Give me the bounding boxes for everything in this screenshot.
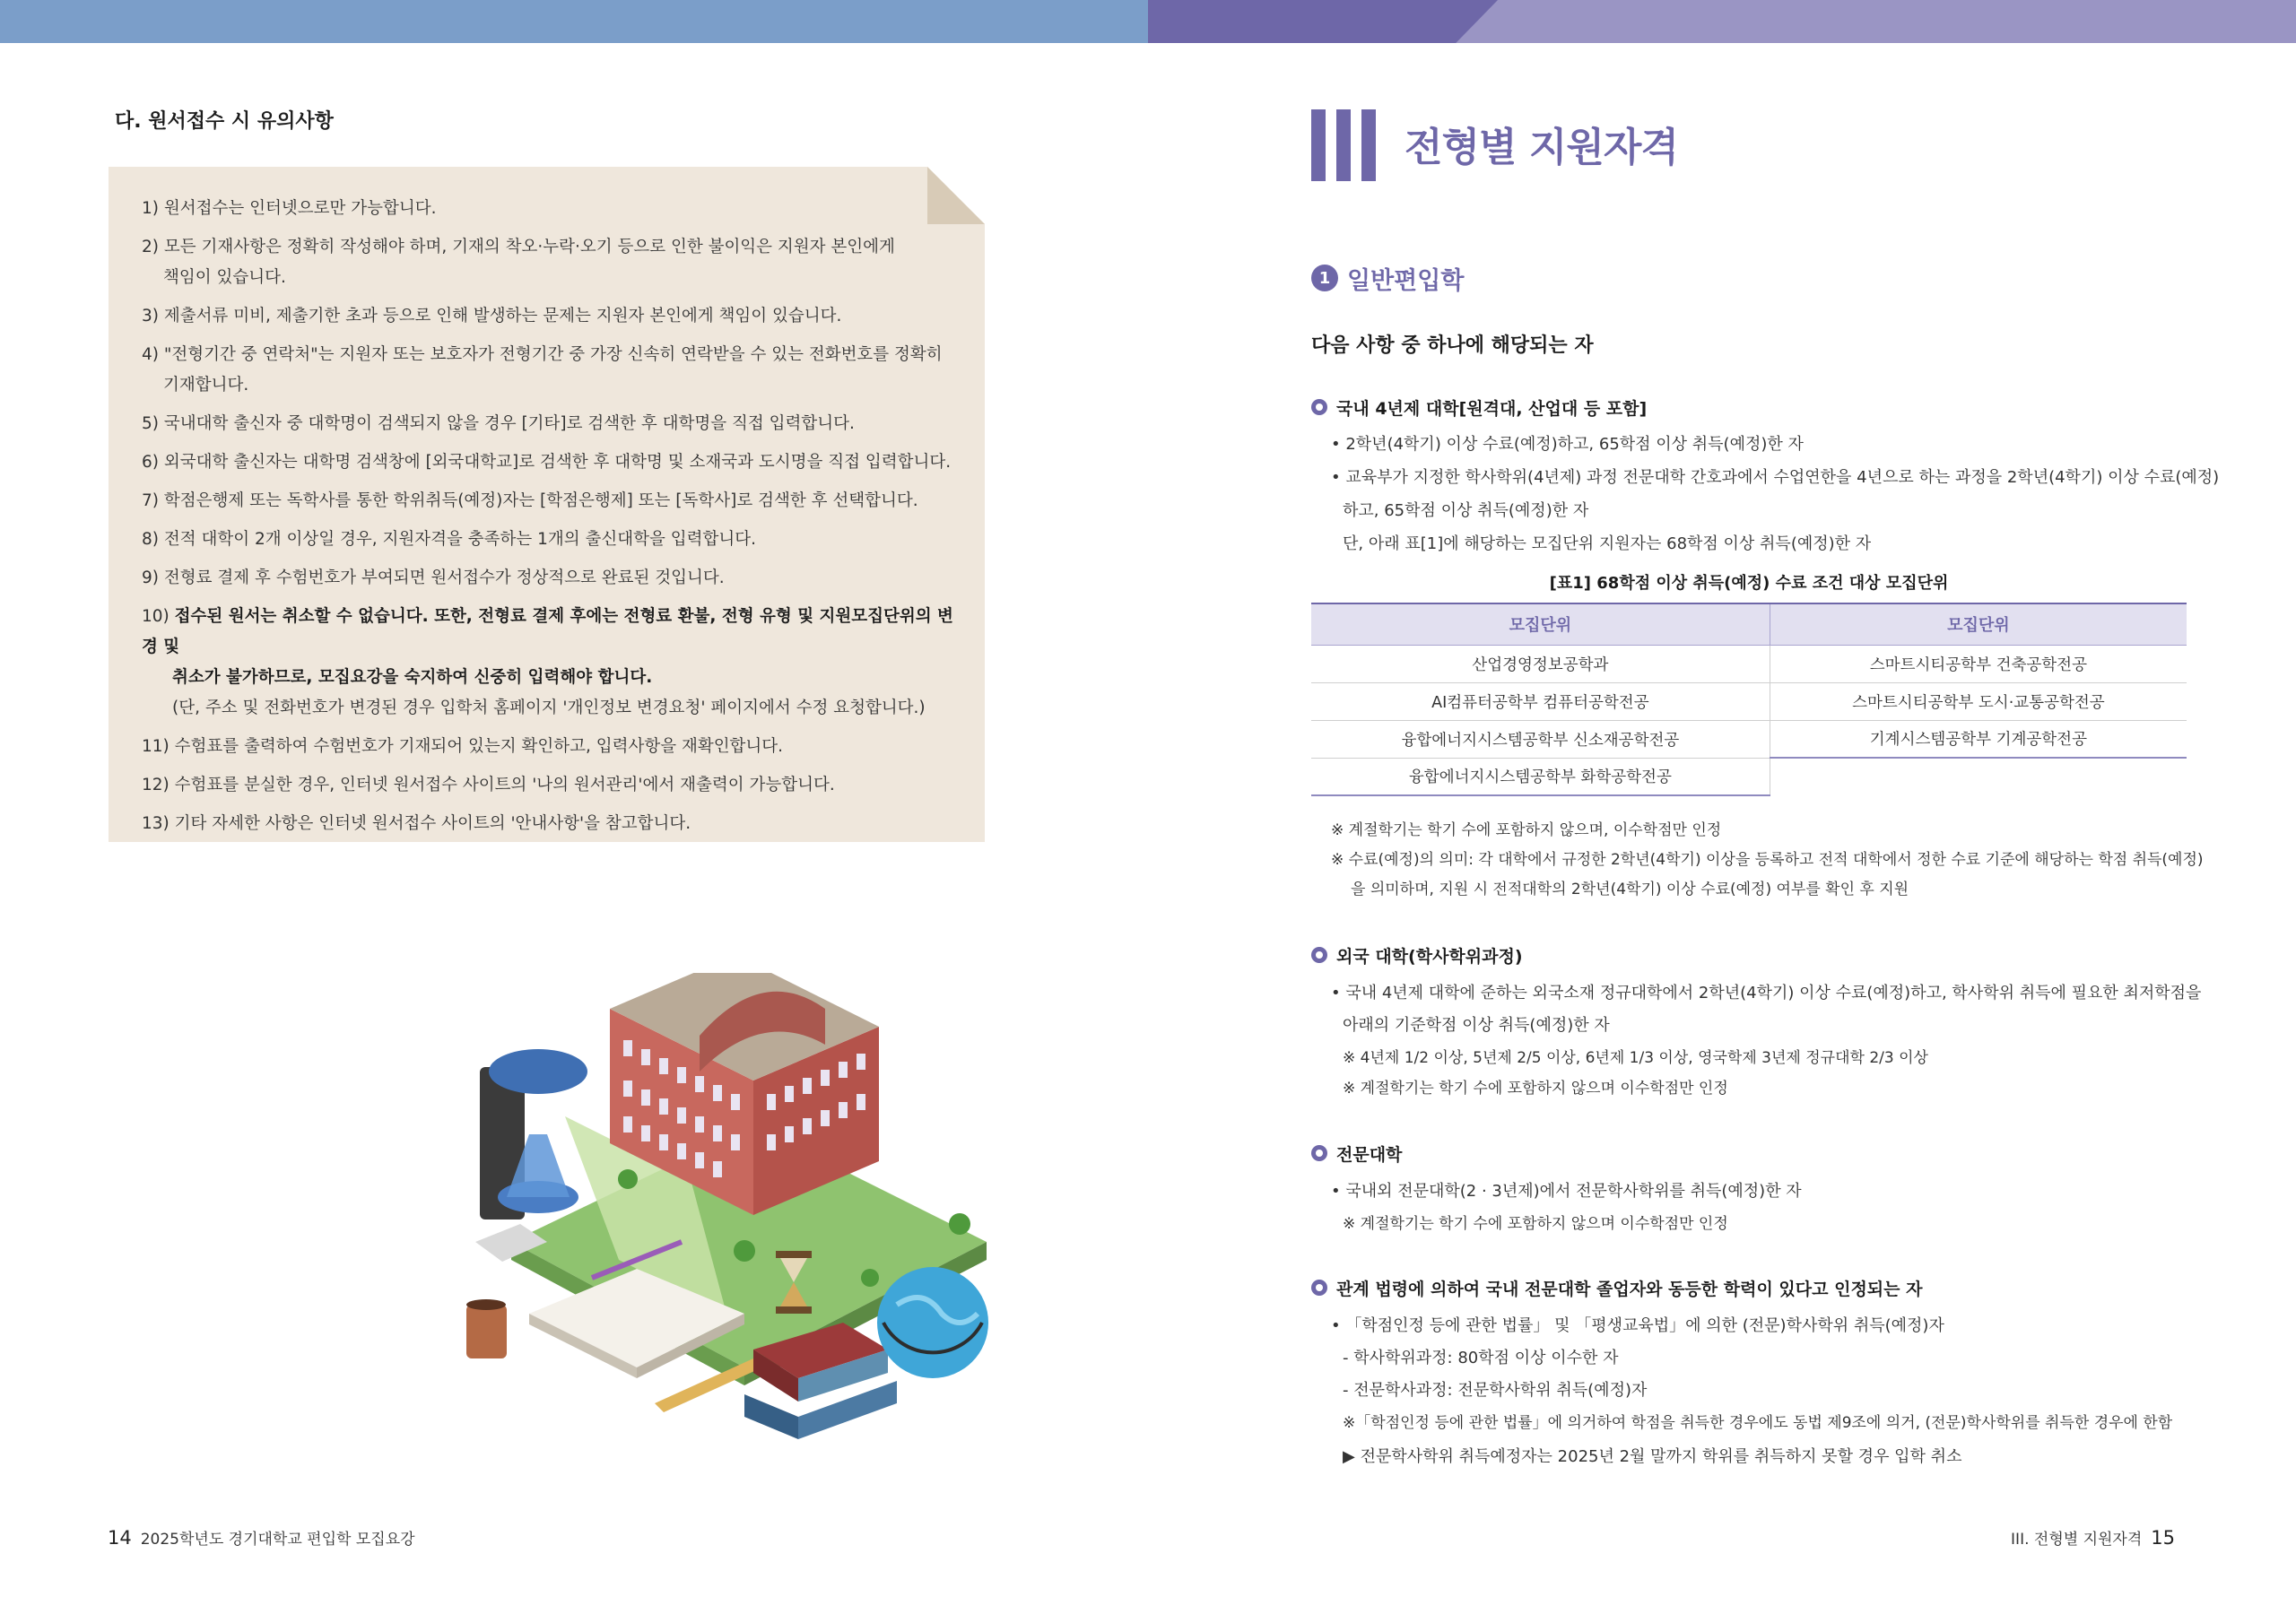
body-line: • 「학점인정 등에 관한 법률」 및 「평생교육법」에 의한 (전문)학사학위 취득(예정)자 xyxy=(1331,1316,1944,1335)
tree xyxy=(734,1240,755,1262)
bullet-circle-icon xyxy=(1311,1145,1327,1161)
category-heading: 국내 4년제 대학[원격대, 산업대 등 포함] xyxy=(1311,395,1647,420)
notice-item: 7) 학점은행제 또는 독학사를 통한 학위취득(예정)자는 [학점은행제] 또는 [독학사]로 검색한 후 선택합니다. xyxy=(142,491,918,510)
note-line: ▶ 전문학사학위 취득예정자는 2025년 2월 말까지 학위를 취득하지 못할 경우 입학 취소 xyxy=(1343,1447,1962,1466)
hourglass-bottom xyxy=(776,1306,812,1314)
body-line: • 2학년(4학기) 이상 수료(예정)하고, 65학점 이상 취득(예정)한 자 xyxy=(1331,435,1804,454)
table-cell: 스마트시티공학부 건축공학전공 xyxy=(1770,645,2187,682)
body-line: 하고, 65학점 이상 취득(예정)한 자 xyxy=(1343,501,1589,520)
top-band-left xyxy=(0,0,1148,43)
notice-item: 13) 기타 자세한 사항은 인터넷 원서접수 사이트의 '안내사항'을 참고합니다. xyxy=(142,814,691,833)
section-number-bars-icon xyxy=(1311,109,1376,181)
table-row xyxy=(1311,645,2187,682)
table-cell: 기계시스템공학부 기계공학전공 xyxy=(1770,720,2187,758)
table-header-cell: 모집단위 xyxy=(1770,603,2187,645)
table-cell xyxy=(1770,758,2187,795)
note-line: ※ 4년제 1/2 이상, 5년제 2/5 이상, 6년제 1/3 이상, 영국학제 3년제 정규대학 2/3 이상 xyxy=(1343,1049,1928,1067)
bullet-circle-icon xyxy=(1311,399,1327,415)
category-heading: 전문대학 xyxy=(1311,1141,1402,1166)
body-line: • 교육부가 지정한 학사학위(4년제) 과정 전문대학 간호과에서 수업연한을 4년으로 하는 과정을 2학년(4학기) 이상 수료(예정) xyxy=(1331,468,2220,487)
footer-right xyxy=(2011,1526,2175,1549)
body-line: 아래의 기준학점 이상 취득(예정)한 자 xyxy=(1343,1016,1610,1035)
body-line: - 학사학위과정: 80학점 이상 이수한 자 xyxy=(1343,1349,1619,1367)
lead-text: 다음 사항 중 하나에 해당되는 자 xyxy=(1311,334,1594,357)
note-line: ※ 수료(예정)의 의미: 각 대학에서 규정한 2학년(4학기) 이상을 등록하고 전적 대학에서 정한 수료 기준에 해당하는 학점 취득(예정) xyxy=(1331,851,2204,869)
bullet-circle-icon xyxy=(1311,947,1327,963)
globe xyxy=(877,1267,988,1378)
table-row xyxy=(1311,682,2187,720)
footer-left-text: 2025학년도 경기대학교 편입학 모집요강 xyxy=(140,1531,415,1549)
notice-item: 5) 국내대학 출신자 중 대학명이 검색되지 않을 경우 [기타]로 검색한 후 대학명을 직접 입력합니다. xyxy=(142,414,855,433)
tree xyxy=(861,1269,879,1287)
roman-bar xyxy=(1361,109,1376,181)
notice-item: 9) 전형료 결제 후 수험번호가 부여되면 원서접수가 정상적으로 완료된 것입니다. xyxy=(142,568,725,587)
recruitment-unit-table xyxy=(1311,603,2187,796)
section-title: 전형별 지원자격 xyxy=(1405,125,1678,170)
hourglass-top xyxy=(776,1251,812,1258)
top-band-right-accent xyxy=(1148,0,1498,43)
table-cell: 스마트시티공학부 도시·교통공학전공 xyxy=(1770,682,2187,720)
notice-item: 12) 수험표를 분실한 경우, 인터넷 원서접수 사이트의 '나의 원서관리'에서 재출력이 가능합니다. xyxy=(142,776,835,794)
tree xyxy=(618,1169,638,1189)
footer-right-text: III. 전형별 지원자격 xyxy=(2011,1531,2143,1549)
mug xyxy=(466,1305,507,1358)
roman-bar xyxy=(1336,109,1351,181)
table-header-cell: 모집단위 xyxy=(1311,603,1770,645)
bullet-circle-icon xyxy=(1311,1280,1327,1296)
notice-item: 8) 전적 대학이 2개 이상일 경우, 지원자격을 충족하는 1개의 출신대학을 입력합니다. xyxy=(142,530,756,549)
subsection-title xyxy=(1311,260,1464,296)
tree xyxy=(949,1213,970,1235)
notice-item-important: 10) 접수된 원서는 취소할 수 없습니다. 또한, 전형료 결제 후에는 전형료 환불, 전형 유형 및 지원모집단위의 변경 및 취소가 불가하므로, 모집요강을 숙지하여 신중히 입력해야 합니다. (단, 주소 및 전화번호가 변경된 경우 입학처 홈페이지 '개인정보 변경요청' 페이지에서 수정 요청합니다.) xyxy=(142,607,953,717)
footer-left xyxy=(108,1526,415,1549)
subsection-title-text: 일반편입학 xyxy=(1347,266,1465,295)
notice-heading: 다. 원서접수 시 유의사항 xyxy=(115,110,334,133)
notice-item: 3) 제출서류 미비, 제출기한 초과 등으로 인해 발생하는 문제는 지원자 본인에게 책임이 있습니다. xyxy=(142,307,842,325)
note-line: ※「학점인정 등에 관한 법률」에 의거하여 학점을 취득한 경우에도 동법 제9조에 의거, (전문)학사학위를 취득한 경우에 한함 xyxy=(1343,1414,2173,1432)
book-bottom xyxy=(744,1394,798,1439)
notice-item: 6) 외국대학 출신자는 대학명 검색창에 [외국대학교]로 검색한 후 대학명 및 소재국과 도시명을 직접 입력합니다. xyxy=(142,453,952,472)
notice-list xyxy=(142,194,958,847)
body-line: - 전문학사과정: 전문학사학위 취득(예정)자 xyxy=(1343,1381,1648,1400)
university-building-books-illustration xyxy=(457,973,996,1475)
note-line: ※ 계절학기는 학기 수에 포함하지 않으며 이수학점만 인정 xyxy=(1343,1215,1728,1233)
table-caption: [표1] 68학점 이상 취득(예정) 수료 조건 대상 모집단위 xyxy=(1549,574,1949,593)
notice-item: 4) "전형기간 중 연락처"는 지원자 또는 보호자가 전형기간 중 가장 신속히 연락받을 수 있는 전화번호를 정확히 기재합니다. xyxy=(142,345,943,395)
note-line: 을 의미하며, 지원 시 전적대학의 2학년(4학기) 이상 수료(예정) 여부를 확인 후 지원 xyxy=(1351,881,1909,898)
notice-item: 1) 원서접수는 인터넷으로만 가능합니다. xyxy=(142,199,437,218)
note-line: ※ 계절학기는 학기 수에 포함하지 않으며 이수학점만 인정 xyxy=(1343,1080,1728,1098)
mug-top xyxy=(466,1299,506,1310)
top-color-band xyxy=(0,0,2296,43)
notice-item: 2) 모든 기재사항은 정확히 작성해야 하며, 기재의 착오·누락·오기 등으로 인한 불이익은 지원자 본인에게 책임이 있습니다. xyxy=(142,238,895,287)
number-circle: 1 xyxy=(1311,265,1338,291)
notice-item: 11) 수험표를 출력하여 수험번호가 기재되어 있는지 확인하고, 입력사항을 재확인합니다. xyxy=(142,737,784,756)
page-number-left: 14 xyxy=(108,1527,132,1549)
lamp-head xyxy=(489,1049,587,1094)
body-line: • 국내외 전문대학(2 · 3년제)에서 전문학사학위를 취득(예정)한 자 xyxy=(1331,1182,1802,1201)
table-row xyxy=(1311,720,2187,758)
table-cell: 융합에너지시스템공학부 화학공학전공 xyxy=(1311,758,1770,795)
table-cell: 산업경영정보공학과 xyxy=(1311,645,1770,682)
table-row xyxy=(1311,758,2187,795)
table-header-row xyxy=(1311,603,2187,645)
table-cell: 융합에너지시스템공학부 신소재공학전공 xyxy=(1311,720,1770,758)
table-cell: AI컴퓨터공학부 컴퓨터공학전공 xyxy=(1311,682,1770,720)
category-heading: 외국 대학(학사학위과정) xyxy=(1311,942,1523,968)
roman-bar xyxy=(1311,109,1326,181)
body-line: 단, 아래 표[1]에 해당하는 모집단위 지원자는 68학점 이상 취득(예정)한 자 xyxy=(1343,534,1872,553)
page-number-right: 15 xyxy=(2151,1527,2175,1549)
note-line: ※ 계절학기는 학기 수에 포함하지 않으며, 이수학점만 인정 xyxy=(1331,821,1722,839)
body-line: • 국내 4년제 대학에 준하는 외국소재 정규대학에서 2학년(4학기) 이상 수료(예정)하고, 학사학위 취득에 필요한 최저학점을 xyxy=(1331,984,2202,1002)
category-heading: 관계 법령에 의하여 국내 전문대학 졸업자와 동등한 학력이 있다고 인정되는 자 xyxy=(1311,1275,1922,1300)
